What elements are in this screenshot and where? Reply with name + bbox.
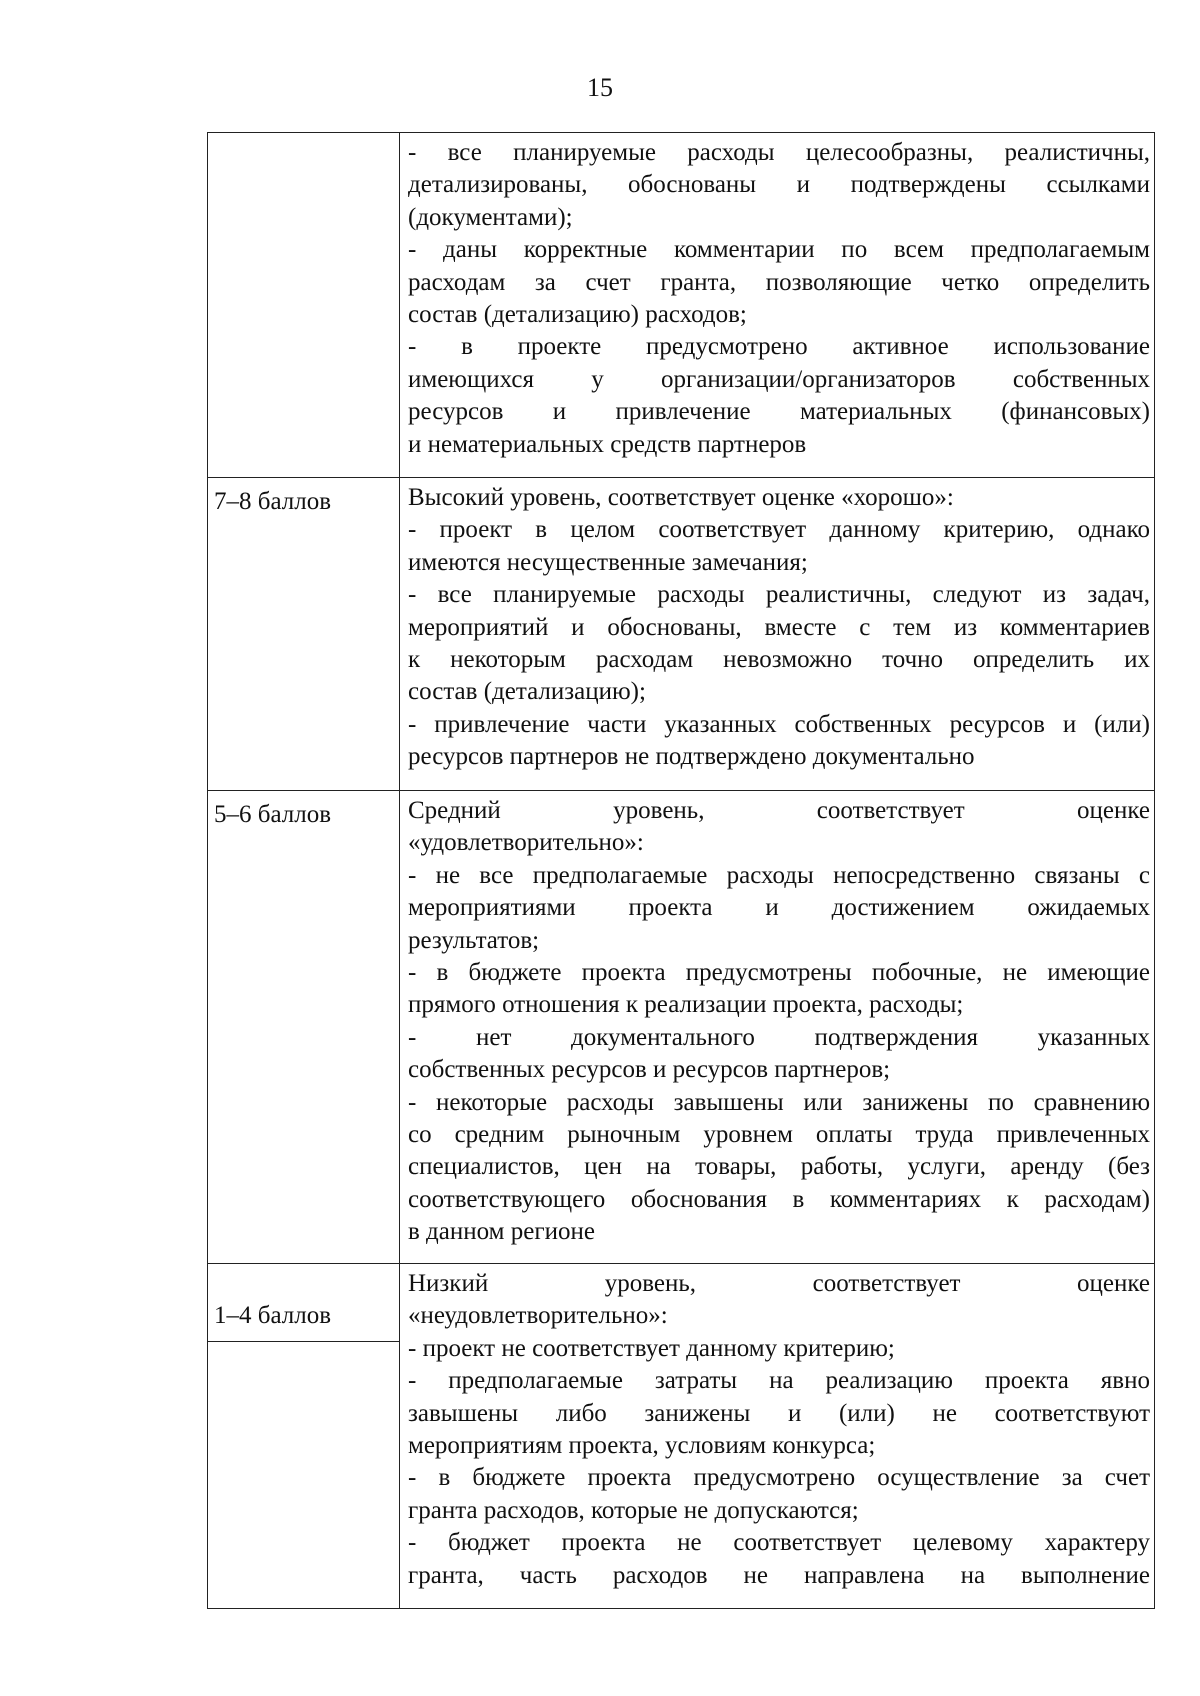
text-line: «удовлетворительно»: [408,829,644,857]
text-line: (документами); [408,203,573,231]
text-line: - в бюджете проекта предусмотрено осуществление за счет [408,1464,1150,1492]
text-line: - все планируемые расходы целесообразны, реалистичны, [408,139,1150,166]
text-line: состав (детализацию); [408,678,646,706]
text-line: - не все предполагаемые расходы непосредственно связаны с [408,861,1150,889]
page-number: 15 [587,73,613,102]
criteria-table [207,132,1155,1609]
text-line: Низкий уровень, соответствует оценке [408,1270,1150,1297]
description-cell [400,1264,1155,1609]
text-line: - даны корректные комментарии по всем предполагаемым [408,236,1150,264]
text-line: - в бюджете проекта предусмотрены побочные, не имеющие [408,959,1150,987]
text-line: состав (детализацию) расходов; [408,301,747,329]
text-line: результатов; [408,926,540,954]
table-row [208,791,1155,1264]
text-line: специалистов, цен на товары, работы, услуги, аренду (без [408,1153,1150,1181]
text-line: мероприятиями проекта и достижением ожидаемых [408,894,1150,922]
text-line: - проект в целом соответствует данному критерию, однако [408,516,1150,544]
text-line: - проект не соответствует данному критерию; [408,1334,895,1362]
table-row [208,133,1155,478]
text-line: имеющихся у организации/организаторов собственных [408,365,1150,393]
text-line: в данном регионе [408,1218,595,1246]
text-line: и нематериальных средств партнеров [408,430,807,458]
description-cell [400,478,1155,791]
score-label: 1–4 баллов [208,1264,399,1342]
score-cell: 5–6 баллов [208,791,400,1264]
text-line: - нет документального подтверждения указанных [408,1023,1150,1051]
text-line: Средний уровень, соответствует оценке [408,797,1150,824]
text-line: соответствующего обоснования в комментариях к расходам) [408,1185,1150,1213]
text-line: Высокий уровень, соответствует оценке «хорошо»: [408,484,954,511]
text-line: мероприятий и обоснованы, вместе с тем из комментариев [408,613,1150,641]
description-cell [400,133,1155,478]
text-line: ресурсов партнеров не подтверждено документально [408,743,975,771]
text-line: прямого отношения к реализации проекта, расходы; [408,991,964,1019]
text-line: детализированы, обоснованы и подтверждены ссылками [408,171,1150,199]
text-line: - в проекте предусмотрено активное использование [408,333,1150,361]
text-line: - бюджет проекта не соответствует целевому характеру [408,1529,1150,1557]
text-line: имеются несущественные замечания; [408,548,808,576]
score-cell [208,133,400,478]
text-line: ресурсов и привлечение материальных (финансовых) [408,398,1150,426]
score-cell: 7–8 баллов [208,478,400,791]
score-cell [208,1264,400,1609]
text-line: собственных ресурсов и ресурсов партнеров; [408,1056,891,1084]
text-line: к некоторым расходам невозможно точно определить их [408,646,1150,674]
table-row [208,1264,1155,1609]
text-line: завышены либо занижены и (или) не соответствуют [408,1399,1150,1427]
text-line: - привлечение части указанных собственных ресурсов и (или) [408,710,1150,738]
text-line: мероприятиям проекта, условиям конкурса; [408,1432,876,1460]
text-line: гранта расходов, которые не допускаются; [408,1496,859,1524]
text-line: расходам за счет гранта, позволяющие четко определить [408,268,1150,296]
text-line: «неудовлетворительно»: [408,1302,668,1330]
text-line: гранта, часть расходов не направлена на выполнение [408,1561,1150,1589]
table-row [208,478,1155,791]
text-line: - некоторые расходы завышены или занижены по сравнению [408,1088,1150,1116]
text-line: со средним рыночным уровнем оплаты труда привлеченных [408,1121,1150,1149]
text-line: - все планируемые расходы реалистичны, следуют из задач, [408,581,1150,609]
text-line: - предполагаемые затраты на реализацию проекта явно [408,1367,1150,1395]
description-cell [400,791,1155,1264]
